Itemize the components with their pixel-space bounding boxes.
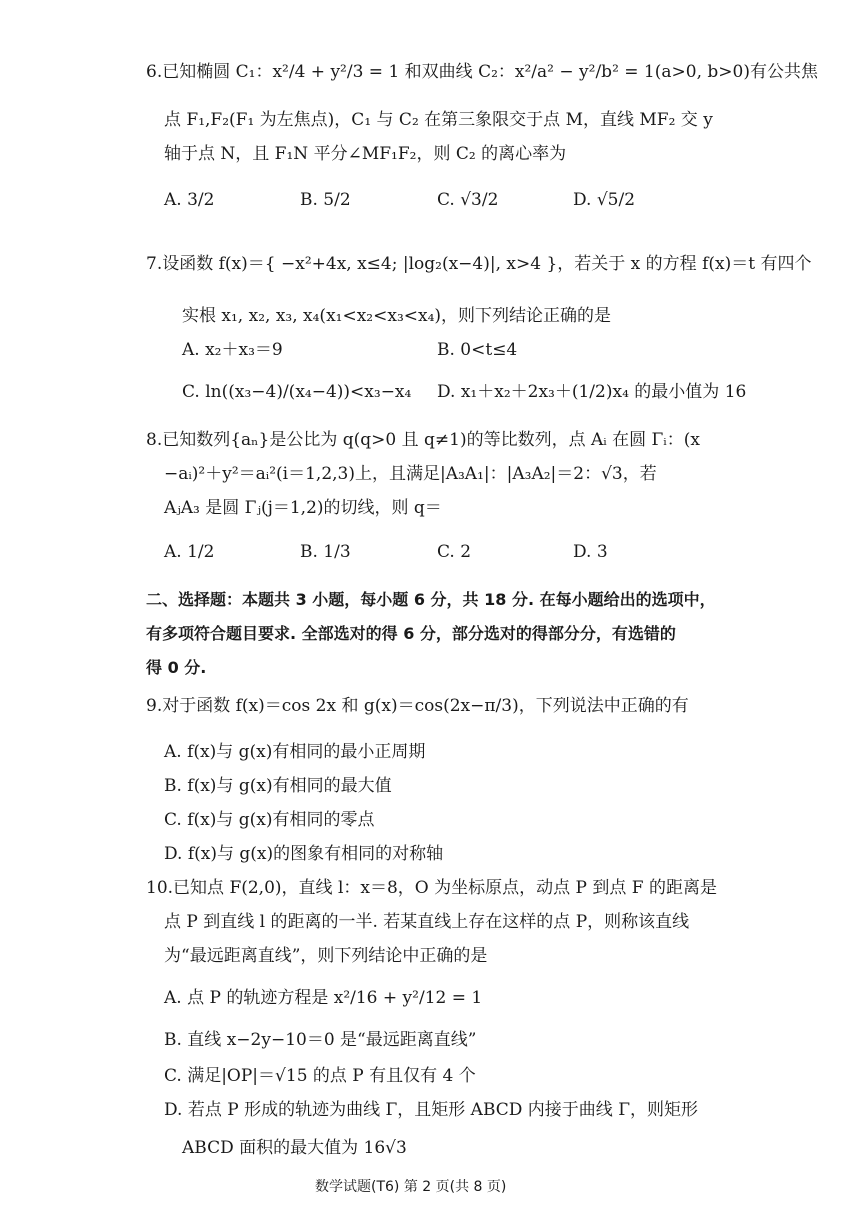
q8-option-d: D. 3 <box>573 542 608 562</box>
section2-line-3: 得 0 分. <box>146 658 207 677</box>
q9-option-a: A. f(x)与 g(x)有相同的最小正周期 <box>164 742 426 762</box>
q6-line-3: 轴于点 N，且 F₁N 平分∠MF₁F₂，则 C₂ 的离心率为 <box>164 144 567 164</box>
q8-option-b: B. 1/3 <box>300 542 351 562</box>
q10-line-3: 为“最远距离直线”，则下列结论中正确的是 <box>164 946 488 966</box>
q9-line-1: 9.对于函数 f(x)＝cos 2x 和 g(x)＝cos(2x−π/3)，下列说法中正确的有 <box>146 696 689 716</box>
q7-option-d: D. x₁＋x₂＋2x₃＋(1/2)x₄ 的最小值为 16 <box>437 382 747 402</box>
section2-line-2: 有多项符合题目要求. 全部选对的得 6 分，部分选对的得部分分，有选错的 <box>146 624 676 643</box>
q6-option-a: A. 3/2 <box>164 190 215 210</box>
q10-option-c: C. 满足|OP|＝√15 的点 P 有且仅有 4 个 <box>164 1066 476 1086</box>
q6-line-1: 6.已知椭圆 C₁：x²/4 + y²/3 = 1 和双曲线 C₂：x²/a² − y²/b² = 1(a>0, b>0)有公共焦 <box>146 62 818 82</box>
q10-option-d-line-2: ABCD 面积的最大值为 16√3 <box>182 1138 407 1158</box>
q10-line-1: 10.已知点 F(2,0)，直线 l：x＝8，O 为坐标原点，动点 P 到点 F 的距离是 <box>146 878 717 898</box>
q9-option-c: C. f(x)与 g(x)有相同的零点 <box>164 810 375 830</box>
q10-option-a: A. 点 P 的轨迹方程是 x²/16 + y²/12 = 1 <box>164 988 483 1008</box>
q8-option-a: A. 1/2 <box>164 542 215 562</box>
q6-option-b: B. 5/2 <box>300 190 351 210</box>
q6-option-c: C. √3/2 <box>437 190 499 210</box>
q7-option-b: B. 0<t≤4 <box>437 340 518 360</box>
page-footer: 数学试题(T6) 第 2 页(共 8 页) <box>315 1179 507 1195</box>
q7-line-1: 7.设函数 f(x)＝{ −x²+4x, x≤4; |log₂(x−4)|, x>4 }，若关于 x 的方程 f(x)＝t 有四个 <box>146 254 812 274</box>
section2-line-1: 二、选择题：本题共 3 小题，每小题 6 分，共 18 分. 在每小题给出的选项中， <box>146 590 716 609</box>
q9-option-d: D. f(x)与 g(x)的图象有相同的对称轴 <box>164 844 444 864</box>
q8-line-2: −aᵢ)²＋y²＝aᵢ²(i＝1,2,3)上，且满足|A₃A₁|：|A₃A₂|＝2：√3，若 <box>164 464 657 484</box>
q8-line-3: AⱼA₃ 是圆 Γⱼ(j＝1,2)的切线，则 q＝ <box>164 498 442 518</box>
q10-line-2: 点 P 到直线 l 的距离的一半. 若某直线上存在这样的点 P，则称该直线 <box>164 912 690 932</box>
q8-option-c: C. 2 <box>437 542 472 562</box>
q6-line-2: 点 F₁,F₂(F₁ 为左焦点)，C₁ 与 C₂ 在第三象限交于点 M，直线 MF₂ 交 y <box>164 110 713 130</box>
q7-option-c: C. ln((x₃−4)/(x₄−4))<x₃−x₄ <box>182 382 412 402</box>
q7-line-2: 实根 x₁, x₂, x₃, x₄(x₁<x₂<x₃<x₄)，则下列结论正确的是 <box>182 306 612 326</box>
q8-line-1: 8.已知数列{aₙ}是公比为 q(q>0 且 q≠1)的等比数列，点 Aᵢ 在圆 Γᵢ：(x <box>146 430 700 450</box>
q10-option-d-line-1: D. 若点 P 形成的轨迹为曲线 Γ，且矩形 ABCD 内接于曲线 Γ，则矩形 <box>164 1100 699 1120</box>
q10-option-b: B. 直线 x−2y−10＝0 是“最远距离直线” <box>164 1030 477 1050</box>
q9-option-b: B. f(x)与 g(x)有相同的最大值 <box>164 776 392 796</box>
q6-option-d: D. √5/2 <box>573 190 636 210</box>
q7-option-a: A. x₂＋x₃＝9 <box>182 340 283 360</box>
